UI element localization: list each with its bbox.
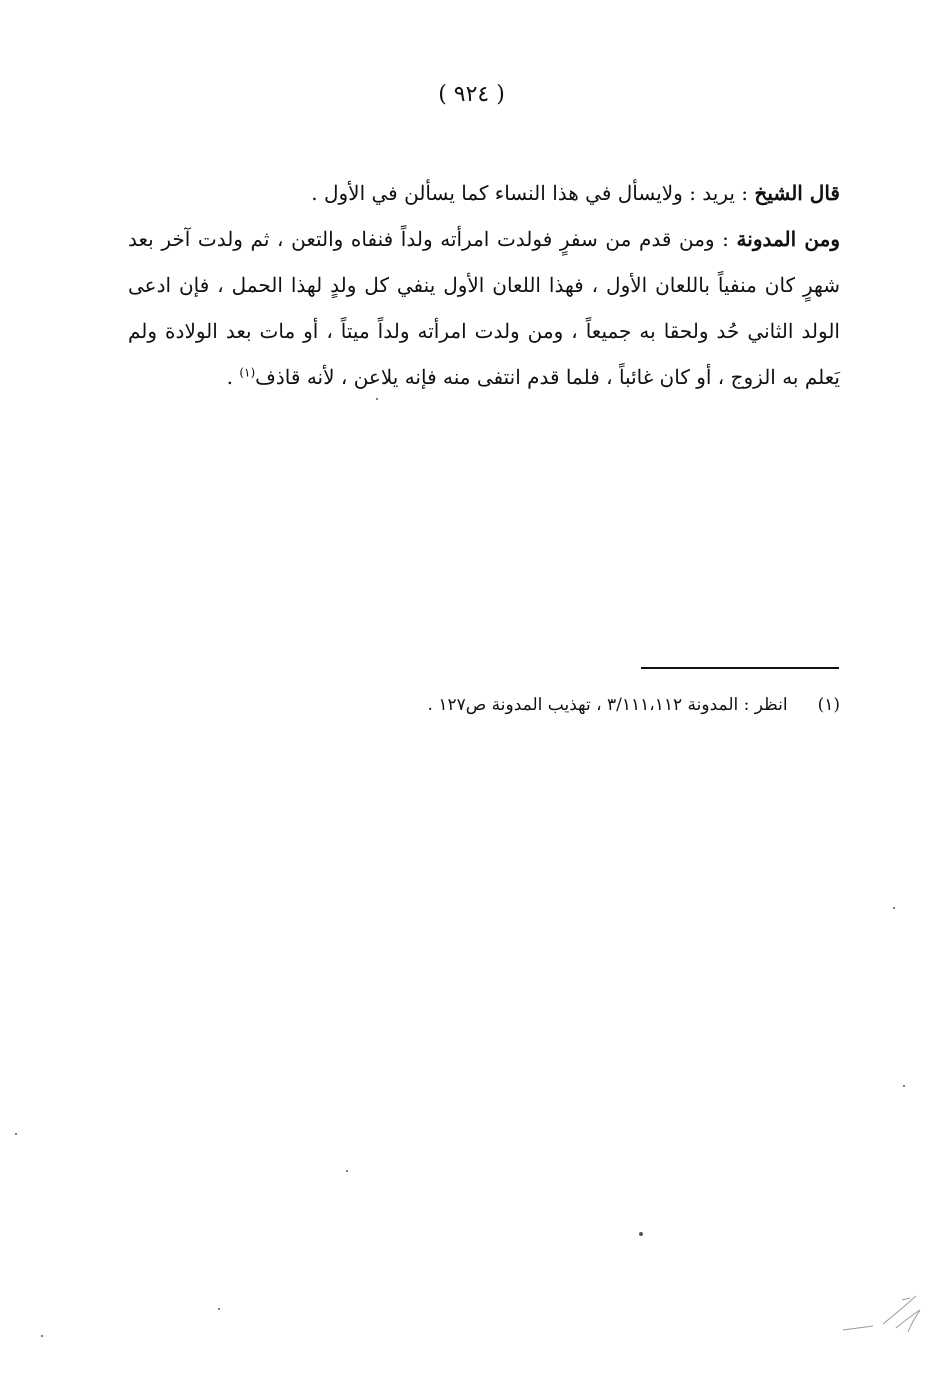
paragraph-2-text: : ومن قدم من سفرٍ فولدت امرأته ولداً فنفاه والتعن ، ثم ولدت آخر بعد شهرٍ كان منفياً باللعان الأول ، فهذا اللعان الأول ينفي كل ولدٍ لهذا الحمل ، فإن ادعى الولد الثاني حُد ولحقا به جميعاً ، ومن ولدت امرأته ولداً ميتاً ، أو مات بعد الولادة ولم يَعلم به الزوج ، أو كان غائباً ، فلما قدم انتفى منه فإنه يلاعن ، لأنه قاذف — [128, 227, 840, 389]
paragraph-1 — [128, 170, 840, 216]
footnote-1-marker: (١) — [817, 695, 840, 715]
scan-speck — [41, 1335, 43, 1337]
main-text — [128, 170, 840, 400]
page-number: ( ٩٢٤ ) — [438, 82, 505, 107]
paragraph-1-lead: قال الشيخ — [754, 181, 840, 205]
footnote-1-text: انظر : المدونة ٣/١١١،١١٢ ، تهذيب المدونة ص١٢٧ . — [427, 695, 788, 715]
scan-speck — [346, 1170, 348, 1172]
paragraph-1-text: : يريد : ولايسأل في هذا النساء كما يسألن في الأول . — [311, 181, 755, 205]
footnote-divider — [641, 667, 839, 669]
footnote-1 — [200, 690, 840, 720]
scan-speck — [218, 1308, 220, 1310]
paragraph-2 — [128, 216, 840, 400]
paragraph-2-end: . — [226, 365, 240, 389]
footnote-reference[interactable]: (١) — [239, 365, 256, 380]
paragraph-2-lead: ومن المدونة — [736, 227, 840, 251]
scan-speck — [15, 1133, 17, 1135]
margin-pencil-mark — [838, 1288, 933, 1338]
scan-speck — [639, 1232, 643, 1236]
scan-speck — [376, 398, 378, 400]
scan-speck — [903, 1085, 905, 1087]
scan-speck — [893, 907, 895, 909]
